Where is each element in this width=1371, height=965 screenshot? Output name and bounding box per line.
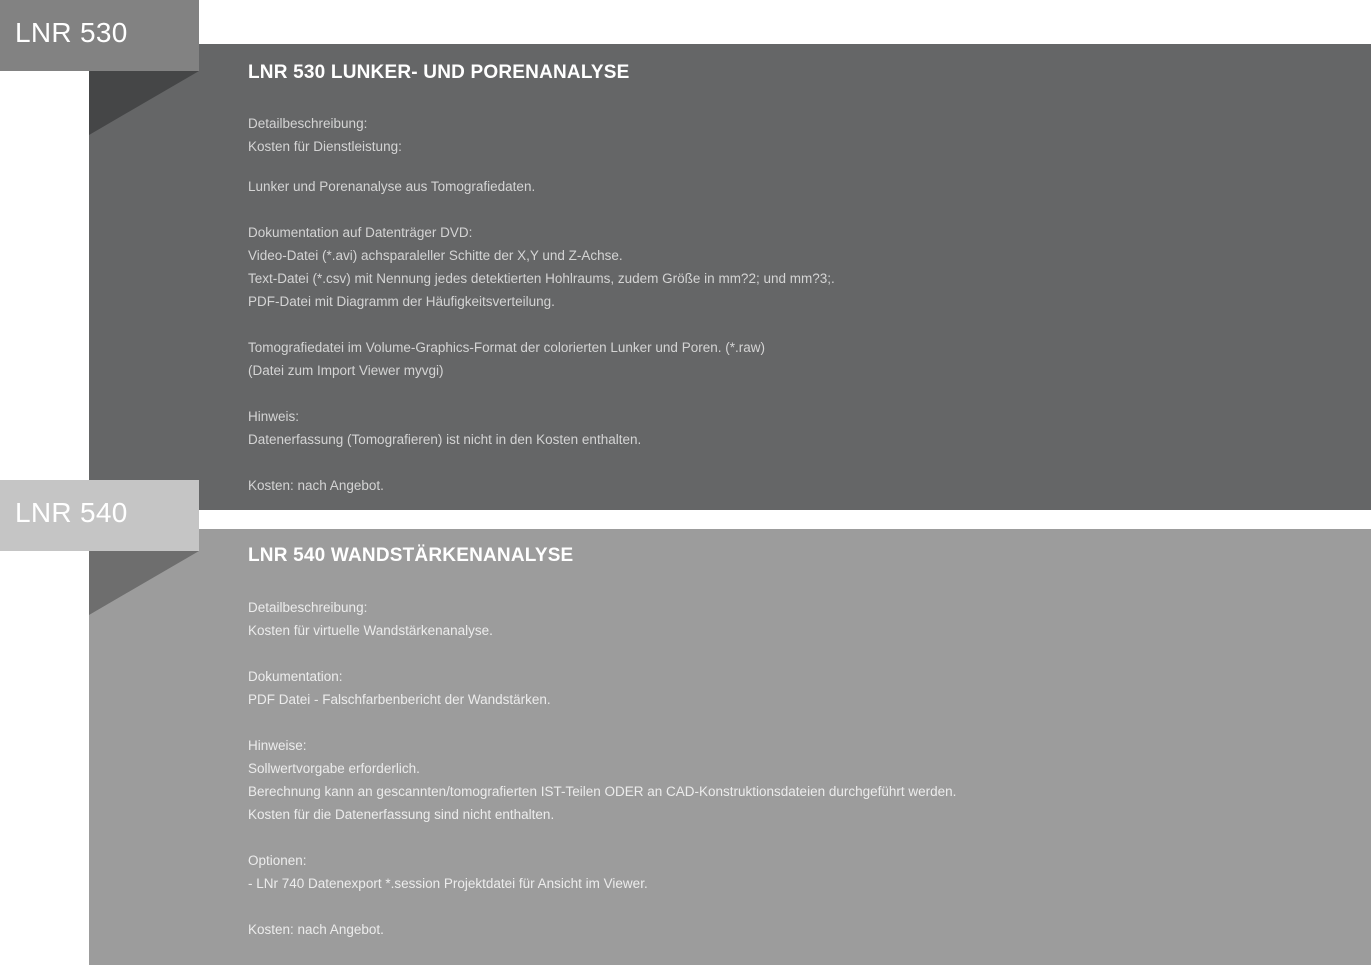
text-line [248,895,956,918]
text-line: Dokumentation auf Datenträger DVD: [248,225,473,240]
text-line: Detailbeschreibung: [248,116,368,131]
section-540-fold-decoration [89,551,199,615]
text-line: Detailbeschreibung: [248,600,368,615]
text-line: Kosten für Dienstleistung: [248,139,402,154]
text-line [248,198,835,221]
section-540-tab-label: LNR 540 [15,497,128,528]
text-line: PDF Datei - Falschfarbenbericht der Wandstärken. [248,692,551,707]
text-line: Tomografiedatei im Volume-Graphics-Format der colorierten Lunker und Poren. (*.raw) [248,340,765,355]
text-line: Kosten für virtuelle Wandstärkenanalyse. [248,623,493,638]
text-line: Datenerfassung (Tomografieren) ist nicht in den Kosten enthalten. [248,432,642,447]
section-540-body-lines [248,596,956,941]
text-line: Lunker und Porenanalyse aus Tomografiedaten. [248,179,536,194]
text-line: Text-Datei (*.csv) mit Nennung jedes detektierten Hohlraums, zudem Größe in mm?2; und mm?3;. [248,271,835,286]
section-540-title: LNR 540 WANDSTÄRKENANALYSE [248,545,574,566]
text-line: PDF-Datei mit Diagramm der Häufigkeitsverteilung. [248,294,555,309]
section-530-header-lines [248,112,402,158]
text-line [248,382,835,405]
section-530-tab[interactable] [0,0,199,71]
text-line: Dokumentation: [248,669,343,684]
text-line: Kosten: nach Angebot. [248,922,384,937]
text-line: Berechnung kann an gescannten/tomografierten IST-Teilen ODER an CAD-Konstruktionsdateien durchgeführt werden. [248,784,957,799]
section-540-tab[interactable] [0,480,199,551]
text-line: (Datei zum Import Viewer myvgi) [248,363,444,378]
text-line: Kosten: nach Angebot. [248,478,384,493]
text-line: Hinweis: [248,409,300,424]
text-line: Hinweise: [248,738,307,753]
text-line: - LNr 740 Datenexport *.session Projektdatei für Ansicht im Viewer. [248,876,648,891]
text-line: Sollwertvorgabe erforderlich. [248,761,420,776]
text-line [248,826,956,849]
section-530-fold-decoration [89,71,199,135]
section-530-tab-label: LNR 530 [15,17,128,48]
text-line [248,711,956,734]
text-line [248,451,835,474]
text-line [248,313,835,336]
text-line: Video-Datei (*.avi) achsparaleller Schitte der X,Y und Z-Achse. [248,248,623,263]
text-line [248,642,956,665]
text-line: Optionen: [248,853,307,868]
text-line: Kosten für die Datenerfassung sind nicht enthalten. [248,807,555,822]
section-530-body-lines [248,175,835,497]
section-530-title: LNR 530 LUNKER- UND PORENANALYSE [248,62,630,83]
